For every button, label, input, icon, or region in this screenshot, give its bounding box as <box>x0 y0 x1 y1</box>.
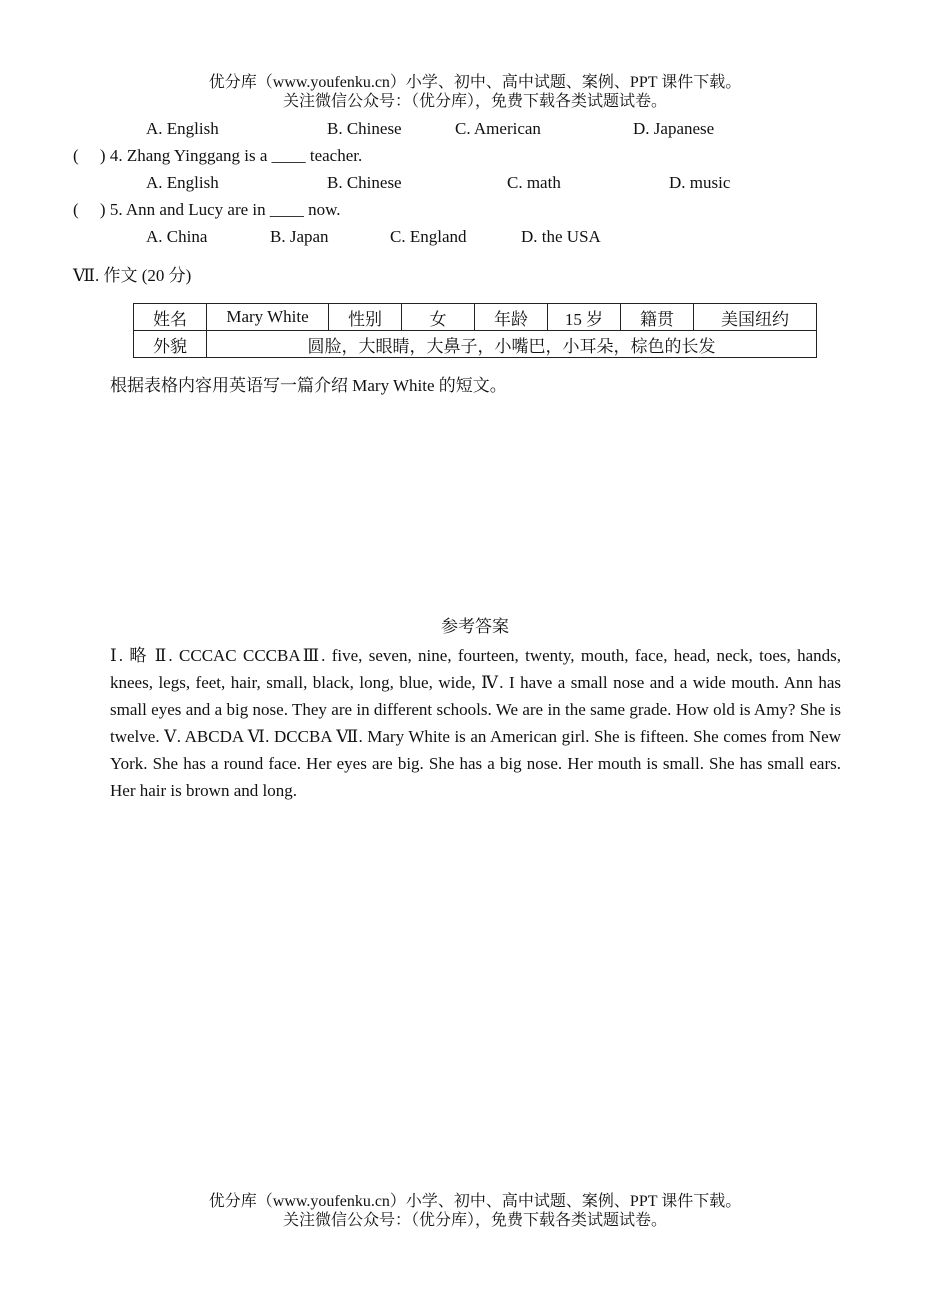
table-row <box>134 304 817 331</box>
table-cell: 美国纽约 <box>694 304 817 331</box>
q4-option-b: B. Chinese <box>327 173 402 192</box>
table-cell: 籍贯 <box>621 304 694 331</box>
q4-option-c: C. math <box>507 173 561 192</box>
profile-table <box>133 303 817 358</box>
writing-instruction: 根据表格内容用英语写一篇介绍 Mary White 的短文。 <box>110 376 507 395</box>
table-cell: 年龄 <box>475 304 548 331</box>
header-line-2: 关注微信公众号：（优分库），免费下载各类试题试卷。 <box>282 93 667 110</box>
q3-option-d: D. Japanese <box>633 119 715 138</box>
q5-answer-paren: ( ) <box>73 200 106 219</box>
q5-option-b: B. Japan <box>270 227 329 246</box>
q4-option-d: D. music <box>669 173 731 192</box>
footer-line-1: 优分库（www.youfenku.cn）小学、初中、高中试题、案例、PPT 课件下载。 <box>208 1193 742 1210</box>
table-cell: 外貌 <box>134 331 207 358</box>
answer-key-text: Ⅰ. 略 Ⅱ. CCCAC CCCBAⅢ. five, seven, nine, fourteen, twenty, mouth, face, head, neck, toes, hands, knees, legs, feet, hair, small, black, long, blue, wide, Ⅳ. I have a small nose and a wide mouth. Ann has small eyes and a big nose. They are in different schools. We are in the same grade. How old is Amy? She is twelve. Ⅴ. ABCDA Ⅵ. DCCBA Ⅶ. Mary White is an American girl. She is fifteen. She comes from New York. She has a round face. Her eyes are big. She has a big nose. Her mouth is small. She has small ears. Her hair is brown and long. <box>110 646 841 800</box>
answer-key-title: 参考答案 <box>441 617 509 636</box>
q5-option-c: C. England <box>390 227 467 246</box>
q4-question <box>73 145 362 167</box>
q5-option-a: A. China <box>146 227 208 246</box>
table-row <box>134 331 817 358</box>
q5-question <box>73 199 341 221</box>
table-cell: 15 岁 <box>548 304 621 331</box>
q3-option-a: A. English <box>146 119 219 138</box>
table-cell: Mary White <box>207 304 329 331</box>
table-cell: 圆脸，大眼睛，大鼻子，小嘴巴，小耳朵，棕色的长发 <box>207 331 817 358</box>
section-7-title: Ⅶ. 作文 (20 分) <box>73 266 192 285</box>
q5-option-d: D. the USA <box>521 227 601 246</box>
q5-stem: 5. Ann and Lucy are in ____ now. <box>109 200 341 219</box>
footer-line-2: 关注微信公众号：（优分库），免费下载各类试题试卷。 <box>282 1212 667 1229</box>
header-line-1: 优分库（www.youfenku.cn）小学、初中、高中试题、案例、PPT 课件下载。 <box>208 74 742 91</box>
table-cell: 女 <box>402 304 475 331</box>
q3-option-c: C. American <box>455 119 541 138</box>
q3-option-b: B. Chinese <box>327 119 402 138</box>
table-cell: 姓名 <box>134 304 207 331</box>
q4-option-a: A. English <box>146 173 219 192</box>
table-cell: 性别 <box>329 304 402 331</box>
q4-stem: 4. Zhang Yinggang is a ____ teacher. <box>109 146 363 165</box>
q4-answer-paren: ( ) <box>73 146 106 165</box>
